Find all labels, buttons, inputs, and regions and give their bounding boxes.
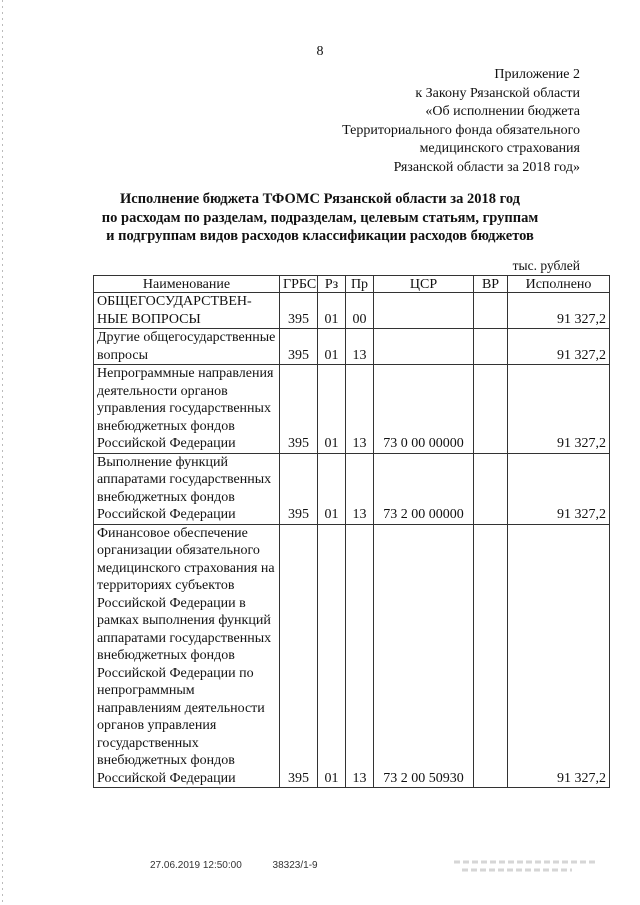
header-csr: ЦСР <box>374 276 474 293</box>
expenditure-table <box>93 275 610 788</box>
cell-pr: 13 <box>346 329 374 365</box>
scan-edge <box>2 0 3 905</box>
header-rz: Рз <box>318 276 346 293</box>
appendix-block <box>342 66 580 177</box>
table-row <box>94 453 610 524</box>
cell-name: Выполнение функций аппаратами государственных внебюджетных фондов Российской Федерации <box>94 453 280 524</box>
appendix-line: «Об исполнении бюджета <box>425 104 580 119</box>
appendix-line: к Закону Рязанской области <box>415 85 580 101</box>
cell-grbs: 395 <box>280 365 318 454</box>
cell-name: ОБЩЕГОСУДАРСТВЕН-НЫЕ ВОПРОСЫ <box>94 293 280 329</box>
cell-csr <box>374 293 474 329</box>
stamp-scribble <box>452 856 602 876</box>
cell-grbs: 395 <box>280 329 318 365</box>
footer <box>150 860 346 871</box>
footer-datetime: 27.06.2019 12:50:00 <box>150 860 242 871</box>
page-number: 8 <box>316 44 324 59</box>
cell-amount: 91 327,2 <box>508 524 610 788</box>
cell-pr: 13 <box>346 453 374 524</box>
cell-name: Финансовое обеспечение организации обязательного медицинского страхования на территориях субъектов Российской Федерации в рамках выполнения функций аппаратами государственных внебюджетных фондов Российской Федерации по непрограммным направлениям деятельности органов управления государственных внебюджетных фондов Российской Федерации <box>94 524 280 788</box>
table-row <box>94 293 610 329</box>
faint-stamp-mark <box>452 856 602 879</box>
document-title <box>0 190 640 246</box>
title-line: и подгруппам видов расходов классификации расходов бюджетов <box>106 228 534 244</box>
cell-vr <box>474 329 508 365</box>
units-label: тыс. рублей <box>512 258 580 273</box>
appendix-line: Рязанской области за 2018 год» <box>393 159 580 175</box>
header-pr: Пр <box>346 276 374 293</box>
cell-vr <box>474 365 508 454</box>
cell-csr: 73 0 00 00000 <box>374 365 474 454</box>
footer-doc-id: 38323/1-9 <box>272 860 318 871</box>
header-amount: Исполнено <box>508 276 610 293</box>
cell-rz: 01 <box>318 524 346 788</box>
cell-csr: 73 2 00 00000 <box>374 453 474 524</box>
table-row <box>94 329 610 365</box>
cell-rz: 01 <box>318 329 346 365</box>
cell-amount: 91 327,2 <box>508 365 610 454</box>
cell-amount: 91 327,2 <box>508 329 610 365</box>
cell-vr <box>474 293 508 329</box>
table-row <box>94 524 610 788</box>
cell-rz: 01 <box>318 365 346 454</box>
header-name: Наименование <box>94 276 280 293</box>
cell-rz: 01 <box>318 453 346 524</box>
cell-pr: 13 <box>346 365 374 454</box>
cell-pr: 13 <box>346 524 374 788</box>
cell-vr <box>474 524 508 788</box>
cell-name: Непрограммные направления деятельности органов управления государственных внебюджетных фондов Российской Федерации <box>94 365 280 454</box>
cell-grbs: 395 <box>280 293 318 329</box>
appendix-line: медицинского страхования <box>419 141 580 156</box>
appendix-line: Приложение 2 <box>494 67 580 82</box>
cell-grbs: 395 <box>280 453 318 524</box>
table-header-row <box>94 276 610 293</box>
cell-vr <box>474 453 508 524</box>
cell-csr: 73 2 00 50930 <box>374 524 474 788</box>
header-grbs: ГРБС <box>280 276 318 293</box>
table-row <box>94 365 610 454</box>
header-vr: ВР <box>474 276 508 293</box>
cell-pr: 00 <box>346 293 374 329</box>
title-line: Исполнение бюджета ТФОМС Рязанской области за 2018 год <box>119 191 520 207</box>
cell-csr <box>374 329 474 365</box>
cell-amount: 91 327,2 <box>508 293 610 329</box>
cell-amount: 91 327,2 <box>508 453 610 524</box>
appendix-line: Территориального фонда обязательного <box>342 122 580 138</box>
cell-rz: 01 <box>318 293 346 329</box>
cell-name: Другие общегосударственные вопросы <box>94 329 280 365</box>
cell-grbs: 395 <box>280 524 318 788</box>
title-line: по расходам по разделам, подразделам, целевым статьям, группам <box>101 209 539 226</box>
